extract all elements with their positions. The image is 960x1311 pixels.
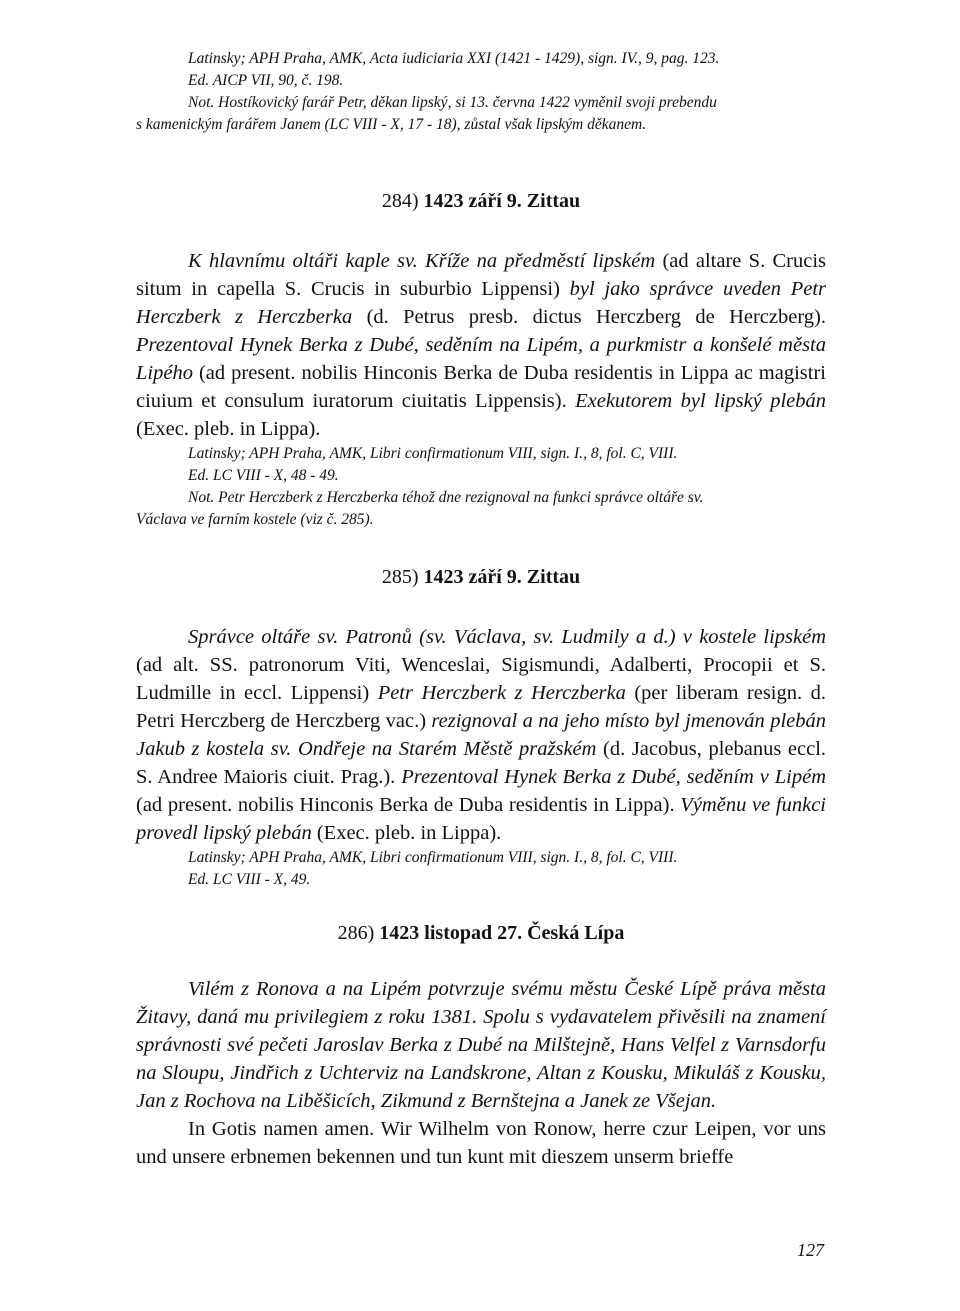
entry-date: 1423 září 9. Zittau (423, 566, 581, 588)
note-line: s kamenickým farářem Janem (LC VIII - X, 17 - 18), zůstal však lipským děkanem. (136, 116, 647, 133)
entry-regest: Vilém z Ronova a na Lipém potvrzuje svému městu České Lípě práva města Žitavy, daná mu privilegiem z roku 1381. Spolu s vydavatelem přivěsili na znamení správnosti své pečeti Jaroslav Berka z Dubé na Milštejně, Hans Velfel z Varnsdorfu na Sloupu, Jindřich z Uchterviz na Landskrone, Altan z Kousku, Mikuláš z Kousku, Jan z Rochova na Liběšicích, Zikmund z Bernštejna a Janek ze Všejan. (136, 978, 826, 1112)
page-number: 127 (797, 1240, 824, 1260)
entry-date: 1423 listopad 27. Česká Lípa (379, 922, 625, 944)
entry-284 (136, 190, 826, 531)
entry-heading (136, 566, 826, 589)
entry-number: 284) (381, 190, 419, 212)
source-line: Ed. LC VIII - X, 48 - 49. (188, 467, 339, 484)
note-line: Latinsky; APH Praha, AMK, Acta iudiciaria XXI (1421 - 1429), sign. IV., 9, pag. 123. (188, 50, 720, 67)
note-line: Ed. AICP VII, 90, č. 198. (188, 72, 344, 89)
source-line: Václava ve farním kostele (viz č. 285). (136, 511, 374, 528)
entry-regest: Správce oltáře sv. Patronů (sv. Václava, sv. Ludmily a d.) v kostele lipském (ad alt. SS. patronorum Viti, Wenceslai, Sigismundi, Adalberti, Procopii et S. Ludmille in eccl. Lippensi) Petr Herczberk z Herczberka (per liberam resign. d. Petri Herczberg de Herczberg vac.) rezignoval a na jeho místo byl jmenován plebán Jakub z kostela sv. Ondřeje na Starém Městě pražském (d. Jacobus, plebanus eccl. S. Andree Maioris ciuit. Prag.). Prezentoval Hynek Berka z Dubé, seděním v Lipém (ad present. nobilis Hinconis Berka de Duba residentis in Lippa). Výměnu ve funkci provedl lipský plebán (Exec. pleb. in Lippa). (136, 626, 827, 844)
entry-number: 286) (337, 922, 375, 944)
top-source-note (136, 48, 826, 136)
entry-heading (136, 190, 826, 213)
source-line: Not. Petr Herczberk z Herczberka téhož dne rezignoval na funkci správce oltáře sv. (188, 489, 704, 506)
entry-number: 285) (381, 566, 419, 588)
entry-text: In Gotis namen amen. Wir Wilhelm von Ronow, herre czur Leipen, vor uns und unsere erbnemen bekennen und tun kunt mit dieszem unserm brieffe (136, 1118, 826, 1168)
source-line: Latinsky; APH Praha, AMK, Libri confirmationum VIII, sign. I., 8, fol. C, VIII. (188, 445, 678, 462)
entry-286 (136, 922, 826, 1171)
note-line: Not. Hostíkovický farář Petr, děkan lipský, si 13. června 1422 vyměnil svoji prebendu (188, 94, 717, 111)
entry-regest: K hlavnímu oltáři kaple sv. Kříže na předměstí lipském (ad altare S. Crucis situm in capella S. Crucis in suburbio Lippensi) byl jako správce uveden Petr Herczberk z Herczberka (d. Petrus presb. dictus Herczberg de Herczberg). Prezentoval Hynek Berka z Dubé, seděním na Lipém, a purkmistr a konšelé města Lipého (ad present. nobilis Hinconis Berka de Duba residentis in Lippa ac magistri ciuium et consulum iuratorum ciuitatis Lippensis). Exekutorem byl lipský plebán (Exec. pleb. in Lippa). (136, 250, 827, 440)
source-line: Ed. LC VIII - X, 49. (188, 871, 311, 888)
source-line: Latinsky; APH Praha, AMK, Libri confirmationum VIII, sign. I., 8, fol. C, VIII. (188, 849, 678, 866)
entry-heading (136, 922, 826, 945)
entry-date: 1423 září 9. Zittau (423, 190, 581, 212)
entry-285 (136, 566, 826, 891)
